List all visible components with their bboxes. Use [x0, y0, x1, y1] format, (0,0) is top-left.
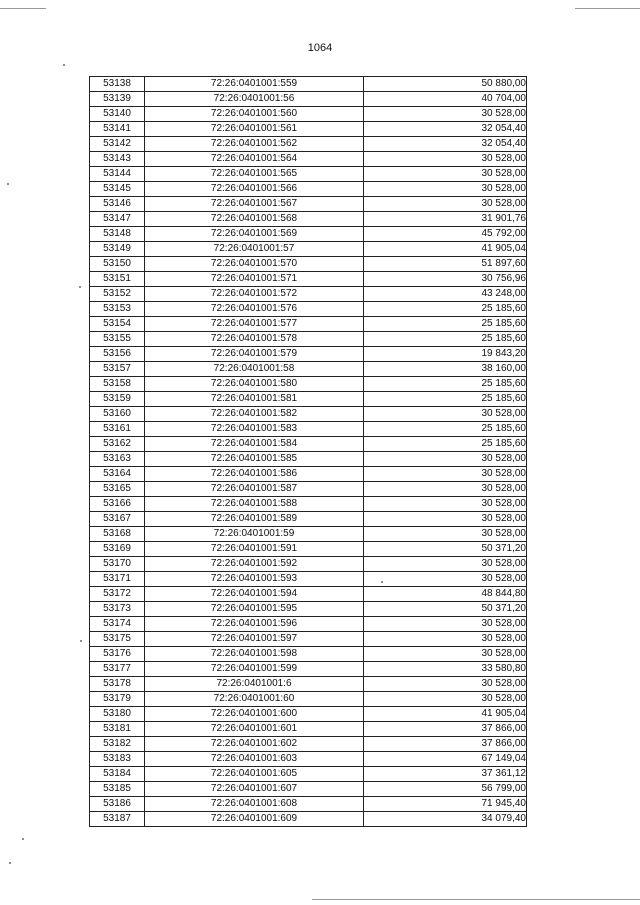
row-number-cell: 53148 [90, 227, 145, 242]
row-number-cell: 53139 [90, 92, 145, 107]
row-number-cell: 53162 [90, 437, 145, 452]
cadastral-value-cell: 32 054,40 [364, 122, 527, 137]
cadastral-value-cell: 30 528,00 [364, 152, 527, 167]
cadastral-number-cell: 72:26:0401001:560 [145, 107, 364, 122]
row-number-cell: 53156 [90, 347, 145, 362]
cadastral-number-cell: 72:26:0401001:565 [145, 167, 364, 182]
table-row [90, 422, 527, 437]
cadastral-number-cell: 72:26:0401001:60 [145, 692, 364, 707]
cadastral-value-cell: 25 185,60 [364, 392, 527, 407]
cadastral-number-cell: 72:26:0401001:596 [145, 617, 364, 632]
row-number-cell: 53168 [90, 527, 145, 542]
table-row [90, 122, 527, 137]
row-number-cell: 53165 [90, 482, 145, 497]
row-number-cell: 53141 [90, 122, 145, 137]
row-number-cell: 53154 [90, 317, 145, 332]
cadastral-value-cell: 19 843,20 [364, 347, 527, 362]
cadastral-value-cell: 45 792,00 [364, 227, 527, 242]
cadastral-number-cell: 72:26:0401001:562 [145, 137, 364, 152]
table-row [90, 212, 527, 227]
cadastral-value-cell: 37 866,00 [364, 737, 527, 752]
row-number-cell: 53160 [90, 407, 145, 422]
top-left-scan-edge [0, 8, 46, 9]
row-number-cell: 53149 [90, 242, 145, 257]
table-row [90, 617, 527, 632]
cadastral-value-cell: 30 528,00 [364, 512, 527, 527]
cadastral-value-cell: 40 704,00 [364, 92, 527, 107]
scan-speck [79, 286, 81, 288]
cadastral-number-cell: 72:26:0401001:572 [145, 287, 364, 302]
table-row [90, 317, 527, 332]
cadastral-value-cell: 32 054,40 [364, 137, 527, 152]
table-row [90, 782, 527, 797]
cadastral-value-cell: 30 528,00 [364, 692, 527, 707]
table-row [90, 677, 527, 692]
table-row [90, 587, 527, 602]
cadastral-number-cell: 72:26:0401001:570 [145, 257, 364, 272]
cadastral-number-cell: 72:26:0401001:582 [145, 407, 364, 422]
cadastral-value-cell: 34 079,40 [364, 812, 527, 827]
scan-speck [7, 183, 9, 185]
cadastral-number-cell: 72:26:0401001:591 [145, 542, 364, 557]
cadastral-number-cell: 72:26:0401001:567 [145, 197, 364, 212]
row-number-cell: 53144 [90, 167, 145, 182]
cadastral-value-cell: 30 528,00 [364, 647, 527, 662]
table-row [90, 407, 527, 422]
cadastral-value-cell: 30 756,96 [364, 272, 527, 287]
table-row [90, 452, 527, 467]
cadastral-number-cell: 72:26:0401001:576 [145, 302, 364, 317]
row-number-cell: 53175 [90, 632, 145, 647]
table-row [90, 482, 527, 497]
table-row [90, 392, 527, 407]
table-row [90, 797, 527, 812]
table-row [90, 467, 527, 482]
table-row [90, 227, 527, 242]
row-number-cell: 53181 [90, 722, 145, 737]
row-number-cell: 53147 [90, 212, 145, 227]
row-number-cell: 53185 [90, 782, 145, 797]
row-number-cell: 53184 [90, 767, 145, 782]
cadastral-value-cell: 50 371,20 [364, 542, 527, 557]
row-number-cell: 53182 [90, 737, 145, 752]
cadastral-value-cell: 67 149,04 [364, 752, 527, 767]
cadastral-value-cell: 31 901,76 [364, 212, 527, 227]
cadastral-value-cell: 50 371,20 [364, 602, 527, 617]
row-number-cell: 53177 [90, 662, 145, 677]
cadastral-number-cell: 72:26:0401001:589 [145, 512, 364, 527]
table-row [90, 437, 527, 452]
cadastral-value-table [89, 76, 527, 827]
cadastral-value-cell: 50 880,00 [364, 77, 527, 92]
cadastral-number-cell: 72:26:0401001:568 [145, 212, 364, 227]
cadastral-number-cell: 72:26:0401001:566 [145, 182, 364, 197]
table-row [90, 557, 527, 572]
table-row [90, 107, 527, 122]
cadastral-value-cell: 30 528,00 [364, 527, 527, 542]
cadastral-value-cell: 30 528,00 [364, 407, 527, 422]
cadastral-value-cell: 30 528,00 [364, 572, 527, 587]
row-number-cell: 53146 [90, 197, 145, 212]
cadastral-value-cell: 30 528,00 [364, 497, 527, 512]
cadastral-value-cell: 30 528,00 [364, 107, 527, 122]
cadastral-number-cell: 72:26:0401001:579 [145, 347, 364, 362]
row-number-cell: 53157 [90, 362, 145, 377]
row-number-cell: 53158 [90, 377, 145, 392]
cadastral-number-cell: 72:26:0401001:561 [145, 122, 364, 137]
scan-speck [80, 640, 82, 642]
row-number-cell: 53155 [90, 332, 145, 347]
cadastral-number-cell: 72:26:0401001:597 [145, 632, 364, 647]
row-number-cell: 53143 [90, 152, 145, 167]
table-row [90, 812, 527, 827]
cadastral-number-cell: 72:26:0401001:58 [145, 362, 364, 377]
scan-speck [22, 838, 24, 840]
cadastral-value-cell: 56 799,00 [364, 782, 527, 797]
row-number-cell: 53169 [90, 542, 145, 557]
row-number-cell: 53167 [90, 512, 145, 527]
cadastral-value-cell: 30 528,00 [364, 182, 527, 197]
scan-speck [63, 64, 65, 66]
row-number-cell: 53142 [90, 137, 145, 152]
cadastral-value-cell: 30 528,00 [364, 482, 527, 497]
cadastral-number-cell: 72:26:0401001:609 [145, 812, 364, 827]
row-number-cell: 53151 [90, 272, 145, 287]
row-number-cell: 53180 [90, 707, 145, 722]
cadastral-value-cell: 51 897,60 [364, 257, 527, 272]
row-number-cell: 53183 [90, 752, 145, 767]
cadastral-value-cell: 25 185,60 [364, 317, 527, 332]
cadastral-number-cell: 72:26:0401001:564 [145, 152, 364, 167]
row-number-cell: 53138 [90, 77, 145, 92]
table-row [90, 497, 527, 512]
row-number-cell: 53145 [90, 182, 145, 197]
cadastral-value-cell: 30 528,00 [364, 617, 527, 632]
cadastral-value-cell: 30 528,00 [364, 467, 527, 482]
cadastral-value-cell: 37 866,00 [364, 722, 527, 737]
cadastral-value-cell: 25 185,60 [364, 437, 527, 452]
cadastral-number-cell: 72:26:0401001:56 [145, 92, 364, 107]
table-row [90, 347, 527, 362]
cadastral-value-cell: 25 185,60 [364, 422, 527, 437]
cadastral-value-cell: 33 580,80 [364, 662, 527, 677]
cadastral-number-cell: 72:26:0401001:577 [145, 317, 364, 332]
cadastral-number-cell: 72:26:0401001:59 [145, 527, 364, 542]
row-number-cell: 53164 [90, 467, 145, 482]
cadastral-value-cell: 25 185,60 [364, 302, 527, 317]
table-row [90, 752, 527, 767]
table-row [90, 197, 527, 212]
cadastral-value-cell: 48 844,80 [364, 587, 527, 602]
cadastral-number-cell: 72:26:0401001:599 [145, 662, 364, 677]
row-number-cell: 53173 [90, 602, 145, 617]
table-row [90, 602, 527, 617]
cadastral-number-cell: 72:26:0401001:6 [145, 677, 364, 692]
cadastral-value-cell: 30 528,00 [364, 197, 527, 212]
row-number-cell: 53171 [90, 572, 145, 587]
table-row [90, 92, 527, 107]
table-row [90, 242, 527, 257]
cadastral-number-cell: 72:26:0401001:608 [145, 797, 364, 812]
cadastral-number-cell: 72:26:0401001:605 [145, 767, 364, 782]
table-row [90, 167, 527, 182]
cadastral-number-cell: 72:26:0401001:601 [145, 722, 364, 737]
table-row [90, 527, 527, 542]
table-row [90, 512, 527, 527]
table-row [90, 272, 527, 287]
cadastral-number-cell: 72:26:0401001:57 [145, 242, 364, 257]
cadastral-number-cell: 72:26:0401001:593 [145, 572, 364, 587]
cadastral-number-cell: 72:26:0401001:583 [145, 422, 364, 437]
row-number-cell: 53179 [90, 692, 145, 707]
cadastral-number-cell: 72:26:0401001:607 [145, 782, 364, 797]
cadastral-value-cell: 71 945,40 [364, 797, 527, 812]
cadastral-number-cell: 72:26:0401001:584 [145, 437, 364, 452]
row-number-cell: 53178 [90, 677, 145, 692]
cadastral-number-cell: 72:26:0401001:580 [145, 377, 364, 392]
row-number-cell: 53152 [90, 287, 145, 302]
cadastral-number-cell: 72:26:0401001:581 [145, 392, 364, 407]
cadastral-value-cell: 30 528,00 [364, 452, 527, 467]
table-row [90, 257, 527, 272]
table-row [90, 767, 527, 782]
table-row [90, 632, 527, 647]
cadastral-value-cell: 30 528,00 [364, 557, 527, 572]
cadastral-number-cell: 72:26:0401001:603 [145, 752, 364, 767]
table-row [90, 707, 527, 722]
row-number-cell: 53176 [90, 647, 145, 662]
cadastral-value-cell: 38 160,00 [364, 362, 527, 377]
table-row [90, 647, 527, 662]
table-row [90, 302, 527, 317]
cadastral-number-cell: 72:26:0401001:598 [145, 647, 364, 662]
row-number-cell: 53150 [90, 257, 145, 272]
table-row [90, 722, 527, 737]
scan-speck [9, 862, 11, 864]
cadastral-number-cell: 72:26:0401001:586 [145, 467, 364, 482]
cadastral-number-cell: 72:26:0401001:559 [145, 77, 364, 92]
row-number-cell: 53140 [90, 107, 145, 122]
bottom-right-scan-edge [312, 899, 640, 900]
cadastral-number-cell: 72:26:0401001:588 [145, 497, 364, 512]
cadastral-value-cell: 41 905,04 [364, 242, 527, 257]
cadastral-number-cell: 72:26:0401001:602 [145, 737, 364, 752]
cadastral-number-cell: 72:26:0401001:587 [145, 482, 364, 497]
row-number-cell: 53170 [90, 557, 145, 572]
page-number: 1064 [307, 42, 333, 54]
cadastral-value-cell: 37 361,12 [364, 767, 527, 782]
cadastral-number-cell: 72:26:0401001:585 [145, 452, 364, 467]
cadastral-number-cell: 72:26:0401001:595 [145, 602, 364, 617]
table-row [90, 182, 527, 197]
cadastral-value-cell: 30 528,00 [364, 677, 527, 692]
row-number-cell: 53186 [90, 797, 145, 812]
row-number-cell: 53187 [90, 812, 145, 827]
table-row [90, 692, 527, 707]
cadastral-value-cell: 25 185,60 [364, 377, 527, 392]
table-row [90, 152, 527, 167]
cadastral-number-cell: 72:26:0401001:600 [145, 707, 364, 722]
top-right-scan-edge [575, 8, 640, 9]
row-number-cell: 53172 [90, 587, 145, 602]
cadastral-value-cell: 25 185,60 [364, 332, 527, 347]
row-number-cell: 53163 [90, 452, 145, 467]
table-row [90, 287, 527, 302]
cadastral-number-cell: 72:26:0401001:569 [145, 227, 364, 242]
table-row [90, 572, 527, 587]
table-row [90, 137, 527, 152]
cadastral-value-cell: 43 248,00 [364, 287, 527, 302]
row-number-cell: 53161 [90, 422, 145, 437]
table-row [90, 542, 527, 557]
row-number-cell: 53153 [90, 302, 145, 317]
table-row [90, 362, 527, 377]
table-row [90, 77, 527, 92]
cadastral-value-cell: 41 905,04 [364, 707, 527, 722]
cadastral-number-cell: 72:26:0401001:592 [145, 557, 364, 572]
row-number-cell: 53174 [90, 617, 145, 632]
table-row [90, 332, 527, 347]
table-row [90, 737, 527, 752]
table-row [90, 662, 527, 677]
row-number-cell: 53159 [90, 392, 145, 407]
cadastral-number-cell: 72:26:0401001:571 [145, 272, 364, 287]
cadastral-value-cell: 30 528,00 [364, 632, 527, 647]
cadastral-value-cell: 30 528,00 [364, 167, 527, 182]
table-row [90, 377, 527, 392]
cadastral-number-cell: 72:26:0401001:578 [145, 332, 364, 347]
table-body [90, 77, 527, 827]
cadastral-number-cell: 72:26:0401001:594 [145, 587, 364, 602]
row-number-cell: 53166 [90, 497, 145, 512]
